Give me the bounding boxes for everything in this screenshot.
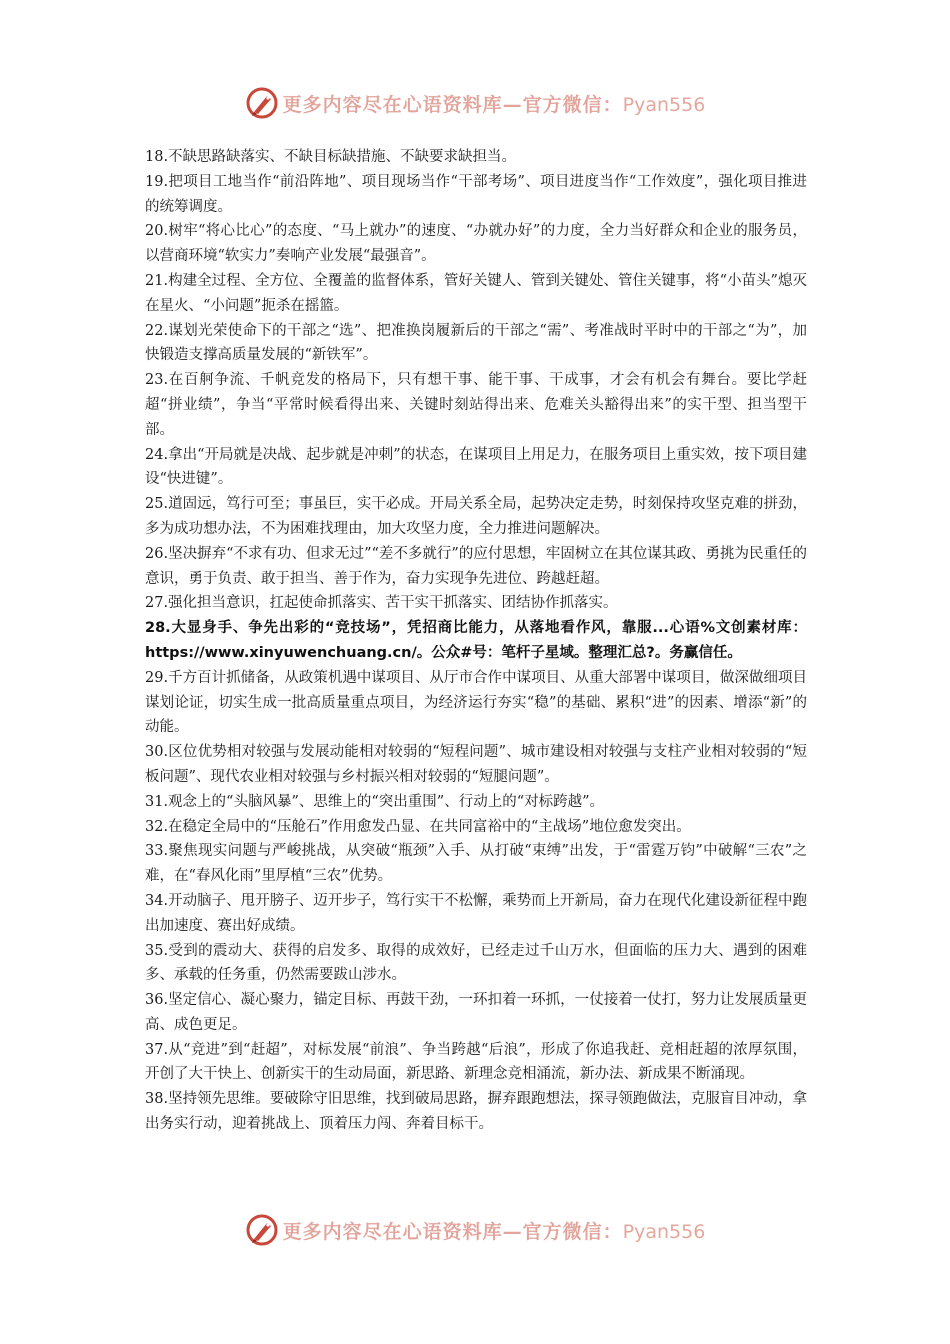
list-item-30: 30.区位优势相对较强与发展动能相对较弱的“短程问题”、城市建设相对较强与支柱产业相对较弱的“短板问题”、现代农业相对较强与乡村振兴相对较弱的“短腿问题”。 [145, 744, 807, 785]
list-item-31: 31.观念上的“头脑风暴”、思维上的“突出重围”、行动上的“对标跨越”。 [145, 793, 605, 810]
list-item-36: 36.坚定信心、凝心聚力，锚定目标、再鼓干劲，一环扣着一环抓，一仗接着一仗打，努力让发展质量更高、成色更足。 [145, 992, 807, 1033]
list-item-37: 37.从“竞进”到“赶超”，对标发展“前浪”、争当跨越“后浪”，形成了你追我赶、竞相赶超的浓厚氛围，开创了大干快上、创新实干的生动局面，新思路、新理念竞相涌流，新办法、新成果不断涌现。 [145, 1041, 807, 1083]
list-item-34: 34.开动脑子、甩开膀子、迈开步子，笃行实干不松懈，乘势而上开新局，奋力在现代化建设新征程中跑出加速度、赛出好成绩。 [145, 892, 807, 934]
list-item-33: 33.聚焦现实问题与严峻挑战，从突破“瓶颈”入手、从打破“束缚”出发，于“雷霆万钧”中破解“三农”之难，在“春风化雨”里厚植“三农”优势。 [145, 843, 807, 885]
list-item-38: 38.坚持领先思维。要破除守旧思维，找到破局思路，摒弃跟跑想法，探寻领跑做法，克服盲目冲动，拿出务实行动，迎着挑战上、顶着压力闯、奔着目标干。 [145, 1091, 807, 1133]
list-item-22: 22.谋划光荣使命下的干部之“选”、把准换岗履新后的干部之“需”、考准战时平时中的干部之“为”，加快锻造支撑高质量发展的“新铁军”。 [145, 322, 807, 364]
pen-nib-logo-icon [245, 86, 279, 120]
list-item-27: 27.强化担当意识，扛起使命抓落实、苦干实干抓落实、团结协作抓落实。 [145, 595, 618, 612]
header-watermark [0, 83, 950, 123]
watermark-text: 更多内容尽在心语资料库—官方微信：Pyan556 [282, 1220, 706, 1243]
list-item-26: 26.坚决摒弃“不求有功、但求无过”“差不多就行”的应付思想，牢固树立在其位谋其政、勇挑为民重任的意识，勇于负责、敢于担当、善于作为，奋力实现争先进位、跨越赶超。 [145, 545, 807, 587]
list-item-21: 21.构建全过程、全方位、全覆盖的监督体系，管好关键人、管到关键处、管住关键事，将“小苗头”熄灭在星火、“小问题”扼杀在摇篮。 [145, 272, 807, 314]
watermark-text: 更多内容尽在心语资料库—官方微信：Pyan556 [282, 93, 706, 116]
list-item-25: 25.道固远，笃行可至；事虽巨，实干必成。开局关系全局，起势决定走势，时刻保持攻坚克难的拼劲，多为成功想办法，不为困难找理由，加大攻坚力度，全力推进问题解决。 [145, 496, 807, 537]
list-item-23: 23.在百舸争流、千帆竞发的格局下，只有想干事、能干事、干成事，才会有机会有舞台。要比学赶超“拼业绩”，争当“平常时候看得出来、关键时刻站得出来、危难关头豁得出来”的实干型、担当型干部。 [145, 372, 807, 438]
list-item-32: 32.在稳定全局中的“压舱石”作用愈发凸显、在共同富裕中的“主战场”地位愈发突出。 [145, 818, 691, 835]
list-item-35: 35.受到的震动大、获得的启发多、取得的成效好，已经走过千山万水，但面临的压力大、遇到的困难多、承载的任务重，仍然需要跋山涉水。 [145, 942, 807, 984]
footer-watermark [0, 1210, 950, 1250]
watermark-wechat-id: Pyan556 [622, 1220, 706, 1243]
list-item-20: 20.树牢“将心比心”的态度、“马上就办”的速度、“办就办好”的力度，全力当好群众和企业的服务员，以营商环境“软实力”奏响产业发展“最强音”。 [145, 223, 807, 265]
list-item-18: 18.不缺思路缺落实、不缺目标缺措施、不缺要求缺担当。 [145, 149, 517, 165]
watermark-wechat-id: Pyan556 [622, 93, 706, 116]
list-item-19: 19.把项目工地当作“前沿阵地”、项目现场当作“干部考场”、项目进度当作“工作效度”，强化项目推进的统筹调度。 [145, 173, 807, 215]
list-item-24: 24.拿出“开局就是决战、起步就是冲刺”的状态，在谋项目上用足力，在服务项目上重实效，按下项目建设“快进键”。 [145, 446, 807, 488]
document-body [145, 145, 807, 1137]
pen-nib-logo-icon [245, 1213, 279, 1247]
list-item-29: 29.千方百计抓储备，从政策机遇中谋项目、从厅市合作中谋项目、从重大部署中谋项目，做深做细项目谋划论证，切实生成一批高质量重点项目，为经济运行夯实“稳”的基础、累积“进”的因素、增添“新”的动能。 [145, 669, 807, 736]
list-item-28: 28.大显身手、争先出彩的“竞技场”，凭招商比能力，从落地看作风，靠服...心语%文创素材库：https://www.xinyuwenchuang.cn/。公众#号：笔杆子星域。整理汇总?。务赢信任。 [145, 620, 807, 661]
